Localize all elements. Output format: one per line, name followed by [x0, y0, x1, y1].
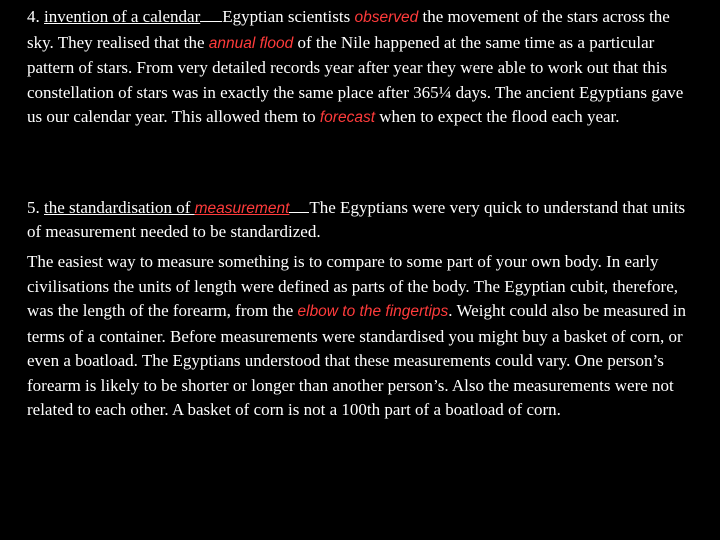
keyword-forecast: forecast	[319, 109, 375, 126]
keyword-annual-flood: annual flood	[208, 34, 294, 52]
section-4-number: 4.	[27, 7, 44, 26]
section-5-body-text-2: . Weight could also be measured in terms of a container. Before measurements were standardised you might buy a basket of corn, or even a boatload. The Egyptians understood that these measurements could vary. One person’s forearm is likely to be shorter or longer than another person’s. Also the measurements were not related to each other. A basket of corn is not a 100th part of a boatload of corn.	[27, 301, 686, 419]
heading-underline-gap-2	[289, 198, 309, 213]
section-4-text-3: of the Nile happened at the same time as a particular pattern of stars. From very detailed records year after year they were able to work out that this constellation of stars was in exactly the same place after 365¼ days. The ancient Egyptians gave us our calendar year. This allowed them to	[27, 32, 684, 126]
heading-underline-gap	[200, 7, 222, 22]
keyword-observed: observed	[354, 9, 419, 26]
section-5-text-1: The Egyptians were very quick to understand that units of measurement needed to be standardized.	[27, 198, 686, 241]
keyword-elbow-to-fingertips: elbow to the fingertips	[297, 303, 449, 320]
section-5-body-paragraph	[27, 250, 695, 423]
keyword-measurement: measurement	[194, 200, 290, 217]
section-4-paragraph	[27, 5, 695, 131]
section-5-heading: the standardisation of	[44, 198, 195, 217]
section-5-intro-paragraph	[27, 197, 695, 243]
section-4-heading: invention of a calendar	[44, 7, 201, 26]
section-4-text-1: Egyptian scientists	[222, 7, 355, 26]
section-5-number: 5.	[27, 198, 44, 217]
section-5-body-text-1: The easiest way to measure something is to compare to some part of your own body. In early civilisations the units of length were defined as parts of the body. The Egyptian cubit, therefore, was the length of the forearm, from the	[27, 252, 679, 320]
section-4-text-4: when to expect the flood each year.	[375, 107, 620, 126]
section-4-text-2: the movement of the stars across the sky. They realised that the	[27, 7, 670, 52]
